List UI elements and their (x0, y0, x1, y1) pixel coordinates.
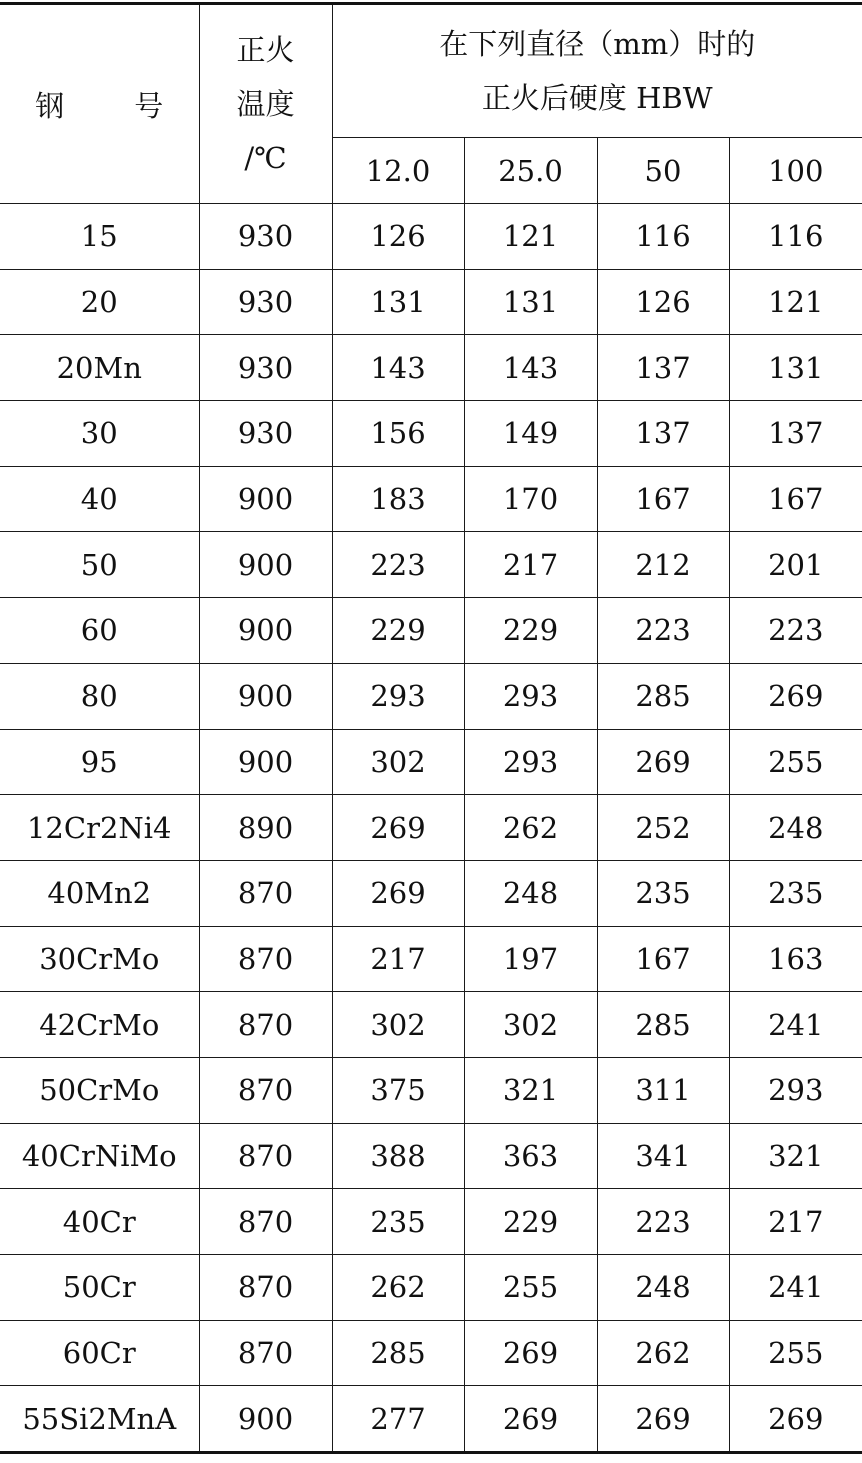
hardness-50-cell: 137 (597, 401, 729, 467)
normalizing-temp-cell: 900 (199, 598, 332, 664)
steel-grade-cell: 60Cr (0, 1320, 199, 1386)
hardness-50-cell: 167 (597, 466, 729, 532)
hardness-100-cell: 116 (729, 204, 862, 270)
diameter-header: 100 (729, 138, 862, 204)
normalizing-temp-cell: 870 (199, 1123, 332, 1189)
steel-grade-cell: 30 (0, 401, 199, 467)
temp-header-line2: 温度 (236, 87, 295, 121)
steel-grade-cell: 95 (0, 729, 199, 795)
steel-grade-cell: 40CrNiMo (0, 1123, 199, 1189)
hardness-12-cell: 285 (332, 1320, 464, 1386)
hardness-25-cell: 229 (464, 598, 597, 664)
hardness-50-cell: 311 (597, 1057, 729, 1123)
hardness-12-cell: 183 (332, 466, 464, 532)
table-row (0, 1123, 862, 1189)
table-row (0, 992, 862, 1058)
normalizing-temp-cell: 900 (199, 1386, 332, 1453)
normalizing-temp-cell: 900 (199, 663, 332, 729)
temp-header-line3: /℃ (244, 141, 287, 175)
steel-grade-cell: 12Cr2Ni4 (0, 795, 199, 861)
hardness-12-cell: 375 (332, 1057, 464, 1123)
hardness-12-cell: 262 (332, 1255, 464, 1321)
table-row (0, 729, 862, 795)
table-row (0, 795, 862, 861)
normalizing-temp-cell: 870 (199, 1320, 332, 1386)
normalizing-temp-cell: 900 (199, 466, 332, 532)
table-row (0, 926, 862, 992)
steel-grade-cell: 40Mn2 (0, 860, 199, 926)
hardness-25-cell: 149 (464, 401, 597, 467)
hardness-50-cell: 167 (597, 926, 729, 992)
hardness-100-cell: 241 (729, 992, 862, 1058)
table-row (0, 1320, 862, 1386)
hardness-100-cell: 255 (729, 729, 862, 795)
hardness-50-cell: 269 (597, 1386, 729, 1453)
table-row (0, 860, 862, 926)
hardness-12-cell: 269 (332, 860, 464, 926)
hardness-25-cell: 269 (464, 1386, 597, 1453)
steel-grade-cell: 40 (0, 466, 199, 532)
hardness-50-cell: 341 (597, 1123, 729, 1189)
hardness-12-cell: 302 (332, 992, 464, 1058)
normalizing-temp-cell: 930 (199, 335, 332, 401)
steel-grade-cell: 50 (0, 532, 199, 598)
hardness-12-cell: 223 (332, 532, 464, 598)
hardness-25-cell: 170 (464, 466, 597, 532)
normalizing-temp-cell: 870 (199, 1255, 332, 1321)
table-row (0, 1057, 862, 1123)
hardness-25-cell: 143 (464, 335, 597, 401)
table-row (0, 663, 862, 729)
table-row (0, 598, 862, 664)
normalizing-temp-cell: 890 (199, 795, 332, 861)
hardness-50-cell: 269 (597, 729, 729, 795)
hardness-12-cell: 126 (332, 204, 464, 270)
hardness-50-cell: 223 (597, 1189, 729, 1255)
group-header-line2: 正火后硬度 HBW (481, 81, 713, 115)
steel-grade-cell: 50CrMo (0, 1057, 199, 1123)
hardness-50-cell: 212 (597, 532, 729, 598)
hardness-50-cell: 223 (597, 598, 729, 664)
hardness-100-cell: 321 (729, 1123, 862, 1189)
hardness-100-cell: 235 (729, 860, 862, 926)
hardness-25-cell: 248 (464, 860, 597, 926)
hardness-12-cell: 293 (332, 663, 464, 729)
hardness-100-cell: 201 (729, 532, 862, 598)
steel-grade-cell: 15 (0, 204, 199, 270)
normalizing-hardness-table (0, 2, 862, 1454)
hardness-25-cell: 293 (464, 729, 597, 795)
hardness-12-cell: 302 (332, 729, 464, 795)
normalizing-temp-cell: 930 (199, 269, 332, 335)
hardness-12-cell: 156 (332, 401, 464, 467)
hardness-100-cell: 241 (729, 1255, 862, 1321)
hardness-25-cell: 217 (464, 532, 597, 598)
normalizing-temp-cell: 900 (199, 729, 332, 795)
hardness-25-cell: 229 (464, 1189, 597, 1255)
normalizing-temp-cell: 870 (199, 926, 332, 992)
normalizing-temp-cell: 870 (199, 1057, 332, 1123)
hardness-50-cell: 126 (597, 269, 729, 335)
hardness-100-cell: 131 (729, 335, 862, 401)
hardness-25-cell: 321 (464, 1057, 597, 1123)
normalizing-temp-header (199, 4, 332, 204)
hardness-50-cell: 235 (597, 860, 729, 926)
normalizing-temp-cell: 870 (199, 860, 332, 926)
hardness-12-cell: 131 (332, 269, 464, 335)
steel-grade-cell: 80 (0, 663, 199, 729)
hardness-50-cell: 285 (597, 992, 729, 1058)
hardness-25-cell: 269 (464, 1320, 597, 1386)
hardness-50-cell: 285 (597, 663, 729, 729)
temp-header-line1: 正火 (236, 33, 295, 67)
hardness-12-cell: 388 (332, 1123, 464, 1189)
table-row (0, 401, 862, 467)
hardness-25-cell: 293 (464, 663, 597, 729)
hardness-12-cell: 277 (332, 1386, 464, 1453)
diameter-header: 50 (597, 138, 729, 204)
table-row (0, 1189, 862, 1255)
group-header-line1: 在下列直径（mm）时的 (439, 27, 756, 61)
hardness-12-cell: 143 (332, 335, 464, 401)
steel-grade-cell: 60 (0, 598, 199, 664)
steel-grade-cell: 20Mn (0, 335, 199, 401)
normalizing-temp-cell: 870 (199, 992, 332, 1058)
table-row (0, 269, 862, 335)
steel-grade-cell: 55Si2MnA (0, 1386, 199, 1453)
hardness-25-cell: 302 (464, 992, 597, 1058)
hardness-25-cell: 262 (464, 795, 597, 861)
steel-grade-cell: 42CrMo (0, 992, 199, 1058)
hardness-100-cell: 269 (729, 1386, 862, 1453)
table-row (0, 532, 862, 598)
hardness-25-cell: 197 (464, 926, 597, 992)
hardness-100-cell: 223 (729, 598, 862, 664)
steel-grade-header: 钢 号 (0, 4, 199, 204)
hardness-50-cell: 262 (597, 1320, 729, 1386)
steel-grade-cell: 50Cr (0, 1255, 199, 1321)
steel-grade-cell: 40Cr (0, 1189, 199, 1255)
hardness-100-cell: 255 (729, 1320, 862, 1386)
hardness-25-cell: 363 (464, 1123, 597, 1189)
hardness-50-cell: 116 (597, 204, 729, 270)
normalizing-temp-cell: 870 (199, 1189, 332, 1255)
steel-grade-cell: 20 (0, 269, 199, 335)
hardness-50-cell: 252 (597, 795, 729, 861)
hardness-100-cell: 293 (729, 1057, 862, 1123)
hardness-25-cell: 121 (464, 204, 597, 270)
hardness-25-cell: 131 (464, 269, 597, 335)
hardness-50-cell: 137 (597, 335, 729, 401)
normalizing-temp-cell: 900 (199, 532, 332, 598)
hardness-100-cell: 248 (729, 795, 862, 861)
normalizing-temp-cell: 930 (199, 401, 332, 467)
table-row (0, 1255, 862, 1321)
hardness-group-header (332, 4, 862, 138)
hardness-100-cell: 137 (729, 401, 862, 467)
table-row (0, 1386, 862, 1453)
table-row (0, 204, 862, 270)
steel-grade-cell: 30CrMo (0, 926, 199, 992)
hardness-100-cell: 269 (729, 663, 862, 729)
table-row (0, 466, 862, 532)
table-body (0, 204, 862, 1453)
hardness-100-cell: 121 (729, 269, 862, 335)
hardness-12-cell: 229 (332, 598, 464, 664)
hardness-12-cell: 217 (332, 926, 464, 992)
diameter-header: 25.0 (464, 138, 597, 204)
normalizing-temp-cell: 930 (199, 204, 332, 270)
hardness-50-cell: 248 (597, 1255, 729, 1321)
hardness-12-cell: 269 (332, 795, 464, 861)
hardness-100-cell: 163 (729, 926, 862, 992)
hardness-100-cell: 217 (729, 1189, 862, 1255)
table-row (0, 335, 862, 401)
hardness-25-cell: 255 (464, 1255, 597, 1321)
hardness-100-cell: 167 (729, 466, 862, 532)
diameter-header: 12.0 (332, 138, 464, 204)
hardness-12-cell: 235 (332, 1189, 464, 1255)
